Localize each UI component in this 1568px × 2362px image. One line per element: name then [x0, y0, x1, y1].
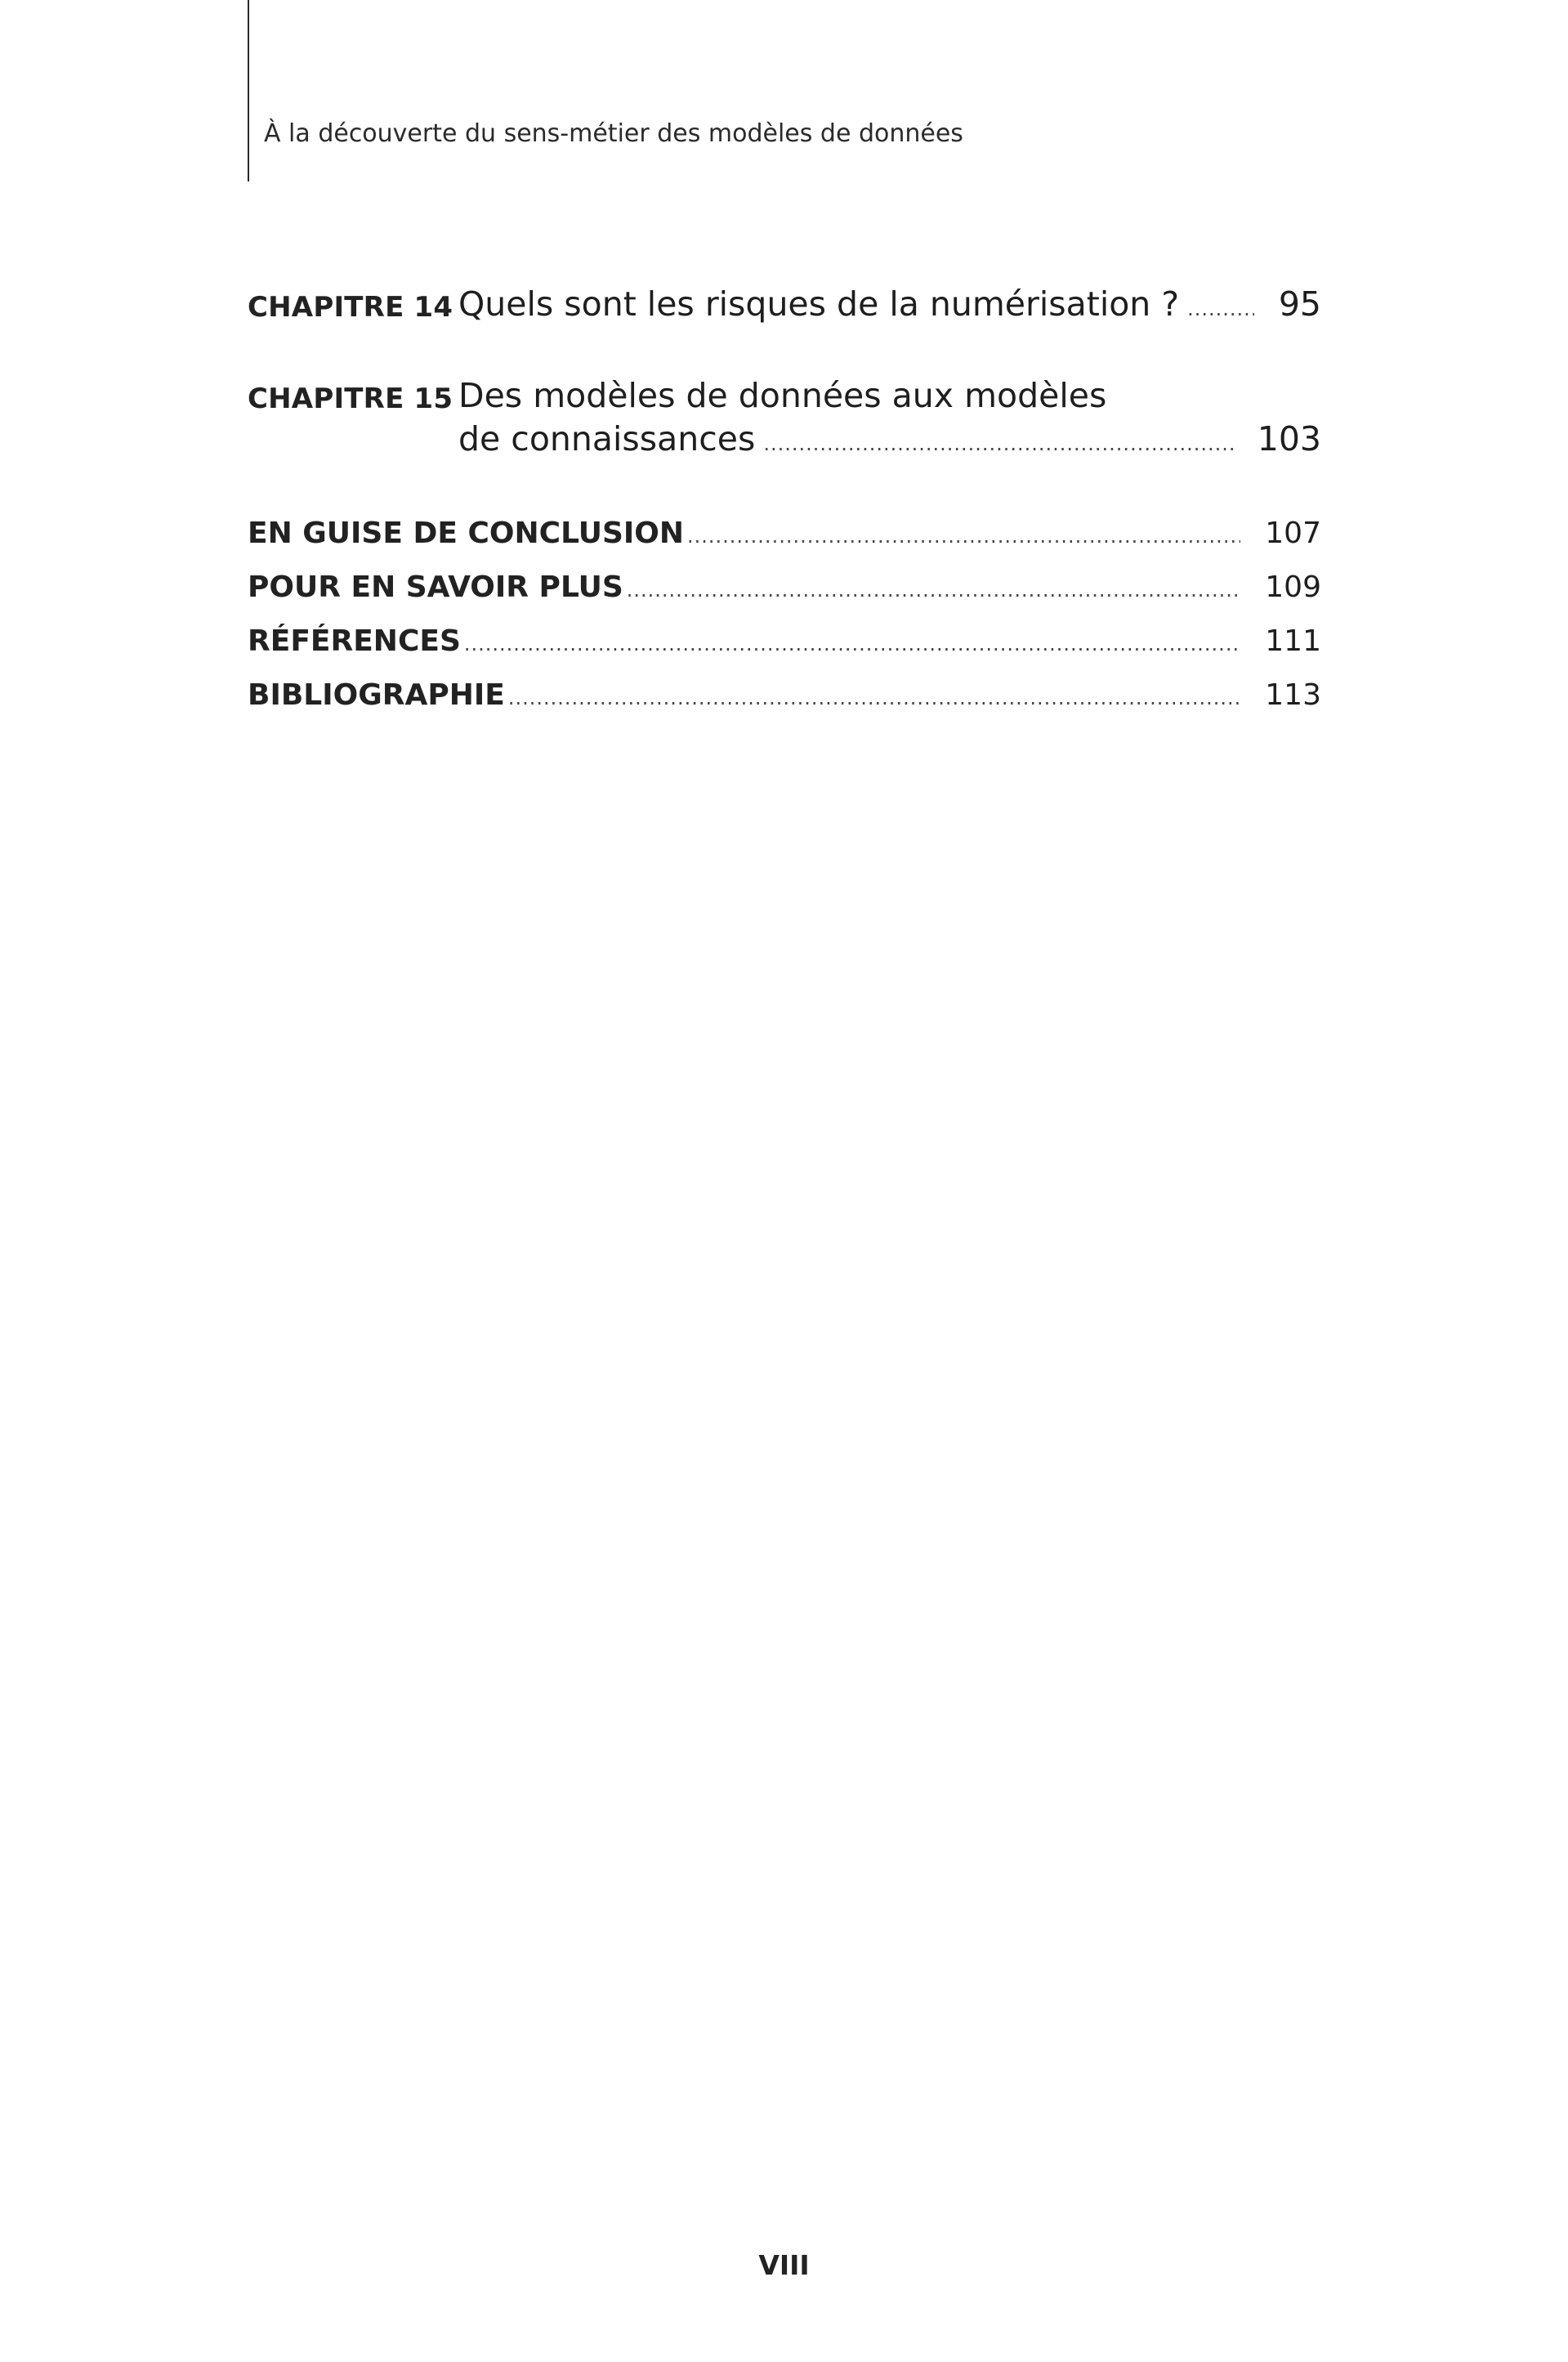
page-number: 111 — [1265, 624, 1321, 658]
page-folio: VIII — [758, 2249, 810, 2281]
page-number: 107 — [1265, 517, 1321, 550]
toc-entry-pour-en-savoir-plus[interactable] — [248, 570, 1321, 604]
entry-label: POUR EN SAVOIR PLUS — [248, 570, 623, 604]
dot-leader — [1187, 299, 1254, 319]
page-number: 113 — [1265, 678, 1321, 712]
page-number: 95 — [1278, 284, 1321, 324]
chapter-title-part-2: de connaissances — [458, 419, 756, 459]
dot-leader — [627, 580, 1241, 600]
dot-leader — [687, 526, 1240, 546]
chapter-label: CHAPITRE 14 — [248, 291, 453, 324]
chapter-title-line-1 — [458, 376, 1321, 415]
chapter-title-line — [458, 284, 1321, 324]
toc-entry-conclusion[interactable] — [248, 517, 1321, 550]
running-header-title: À la découverte du sens-métier des modèles de données — [264, 119, 963, 148]
chapter-title: Quels sont les risques de la numérisation ? — [458, 284, 1180, 324]
dot-leader — [508, 688, 1240, 708]
entry-label: RÉFÉRENCES — [248, 624, 461, 658]
header-vertical-rule — [248, 0, 249, 181]
chapter-title-part-1: Des modèles de données aux modèles — [458, 376, 1107, 415]
page-number: 103 — [1257, 419, 1321, 459]
entry-label: EN GUISE DE CONCLUSION — [248, 517, 685, 550]
toc-entry-chapter-15[interactable] — [248, 376, 1321, 474]
entry-label: BIBLIOGRAPHIE — [248, 678, 505, 712]
chapter-label: CHAPITRE 15 — [248, 382, 453, 415]
dot-leader — [763, 434, 1232, 454]
toc-entry-bibliographie[interactable] — [248, 678, 1321, 712]
dot-leader — [464, 634, 1240, 654]
chapter-title-line-2 — [458, 419, 1321, 459]
page-number: 109 — [1265, 570, 1321, 604]
toc-entry-references[interactable] — [248, 624, 1321, 658]
toc-entry-chapter-14[interactable] — [248, 284, 1321, 333]
